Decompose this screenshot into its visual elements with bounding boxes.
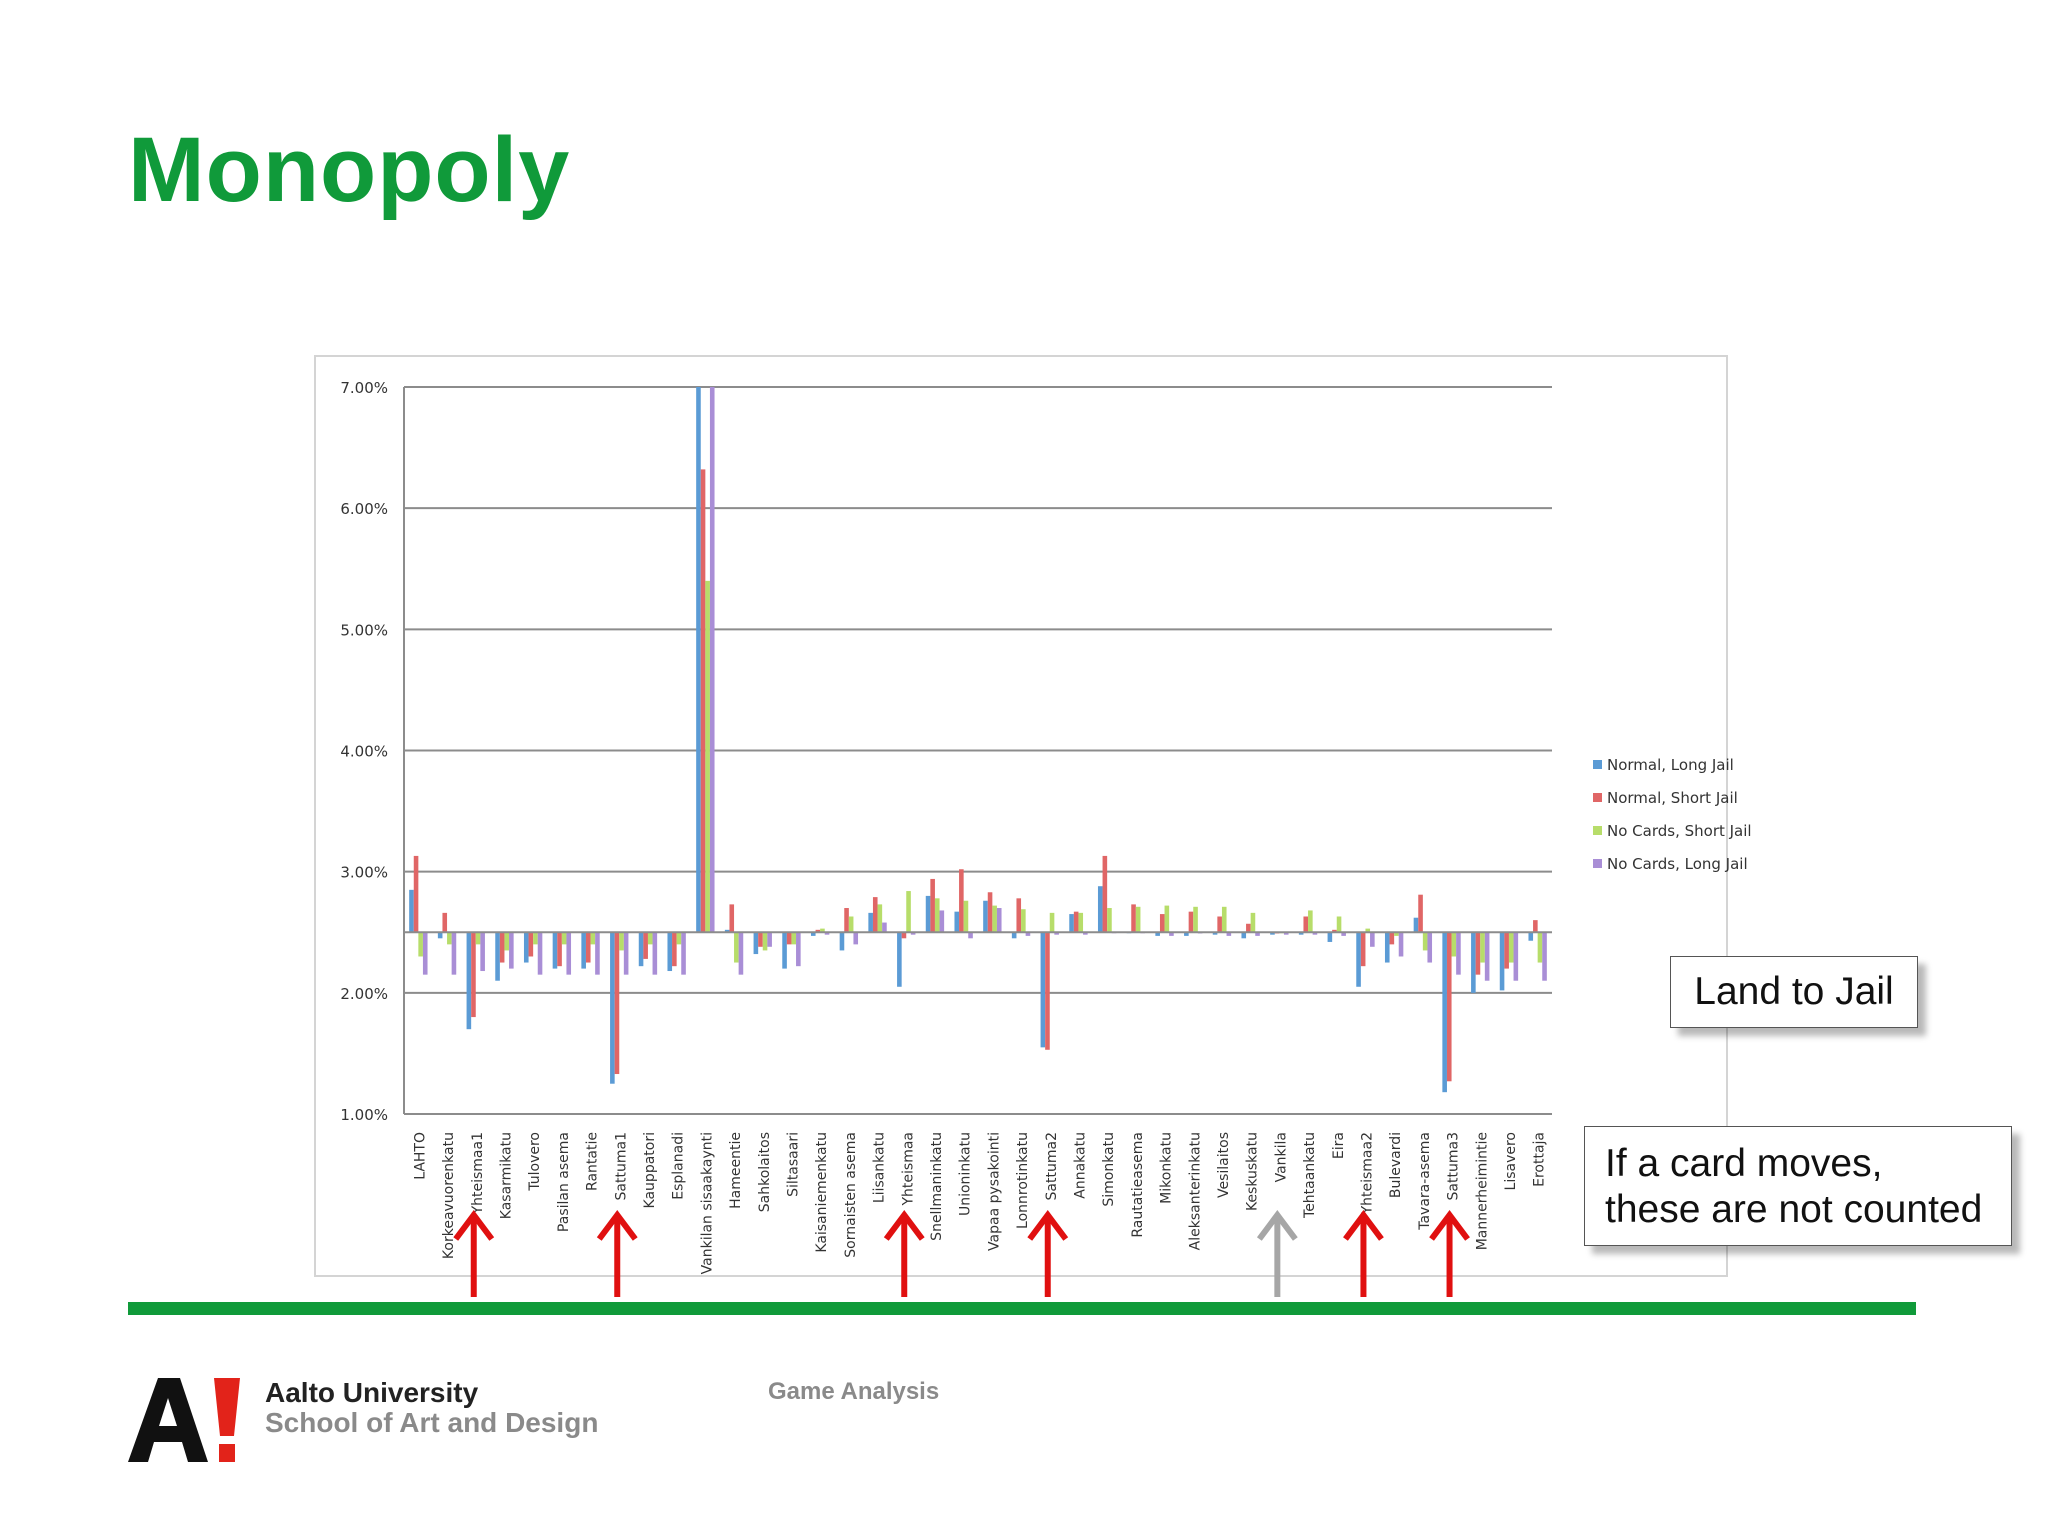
aalto-logo [128,1378,240,1464]
y-tick-label: 2.00% [340,984,388,1003]
callout-card-moves [1584,1126,2012,1246]
annotation-arrow [1030,1215,1066,1297]
x-tick-label: Liisankatu [871,1132,888,1204]
university-name: Aalto University [265,1377,479,1408]
y-tick-label: 4.00% [340,742,388,761]
slide-title: Monopoly [128,119,571,221]
y-tick-label: 7.00% [340,379,388,397]
x-tick-label: Yhteismaa1 [469,1132,486,1215]
x-tick-label: Keskuskatu [1244,1132,1261,1212]
annotation-arrow [456,1215,492,1297]
x-tick-label: Tulovero [527,1132,544,1191]
y-tick-label: 3.00% [340,863,388,882]
x-tick-label: Sattuma1 [613,1132,630,1201]
x-tick-label: Korkeavuorenkatu [441,1132,458,1260]
x-tick-label: Pasilan asema [555,1132,572,1233]
y-tick-label: 5.00% [340,621,388,640]
x-tick-label: Tehtaankatu [1302,1132,1319,1218]
x-tick-label: Lonnrotinkatu [1015,1132,1032,1229]
x-tick-label: Eira [1330,1132,1347,1160]
callout-card-line2: these are not counted [1605,1188,1983,1231]
callout-land-to-jail: Land to Jail [1670,956,1918,1028]
x-tick-label: Lisavero [1502,1132,1519,1191]
x-tick-label: Bulevardi [1388,1132,1405,1199]
x-tick-label: Rantatie [584,1132,601,1191]
annotation-arrow [1259,1215,1295,1297]
x-tick-label: Simonkatu [1101,1132,1118,1207]
x-tick-label: Kasarmikatu [498,1132,515,1220]
y-tick-label: 6.00% [340,500,388,519]
x-tick-label: Tavara-asema [1416,1132,1433,1230]
y-tick-label: 1.00% [340,1106,388,1124]
x-tick-label: Sornaisten asema [842,1132,859,1258]
x-tick-label: Siltasaari [785,1132,802,1197]
x-tick-label: Rautatieasema [1129,1132,1146,1238]
x-tick-label: Vapaa pysakointi [986,1132,1003,1251]
x-tick-label: Yhteismaa2 [1359,1132,1376,1215]
x-tick-label: Mikonkatu [1158,1132,1175,1204]
x-tick-label: Kaisaniemenkatu [814,1132,831,1253]
school-name: School of Art and Design [265,1407,599,1438]
legend-label: Normal, Short Jail [1607,789,1738,807]
annotation-arrow [1345,1215,1381,1297]
x-tick-label: Esplanadi [670,1132,687,1200]
x-tick-label: LAHTO [412,1132,429,1180]
callout-card-line1: If a card moves, [1605,1142,1883,1185]
x-tick-label: Sahkolaitos [756,1132,773,1213]
x-tick-label: Sattuma2 [1043,1132,1060,1201]
annotation-arrow [1432,1215,1468,1297]
x-tick-label: Mannerheimintie [1474,1132,1491,1251]
x-tick-label: Yhteismaa [900,1132,917,1206]
legend-label: Normal, Long Jail [1607,756,1734,774]
x-tick-label: Hameentie [728,1132,745,1209]
annotation-arrow [886,1215,922,1297]
x-tick-label: Aleksanterinkatu [1187,1132,1204,1251]
legend-label: No Cards, Short Jail [1607,822,1752,840]
x-tick-label: Erottaja [1531,1132,1548,1187]
footer-divider [128,1302,1916,1315]
x-tick-label: Kauppatori [641,1132,658,1209]
x-tick-label: Vankila [1273,1132,1290,1183]
x-tick-label: Unioninkatu [957,1132,974,1217]
legend-label: No Cards, Long Jail [1607,855,1748,873]
annotation-arrow [599,1215,635,1297]
x-tick-label: Annakatu [1072,1132,1089,1199]
course-name: Game Analysis [768,1378,940,1405]
x-tick-label: Sattuma3 [1445,1132,1462,1201]
x-tick-label: Vankilan sisaakaynti [699,1132,716,1275]
x-tick-label: Vesilaitos [1215,1132,1232,1198]
x-tick-label: Snellmaninkatu [928,1132,945,1241]
